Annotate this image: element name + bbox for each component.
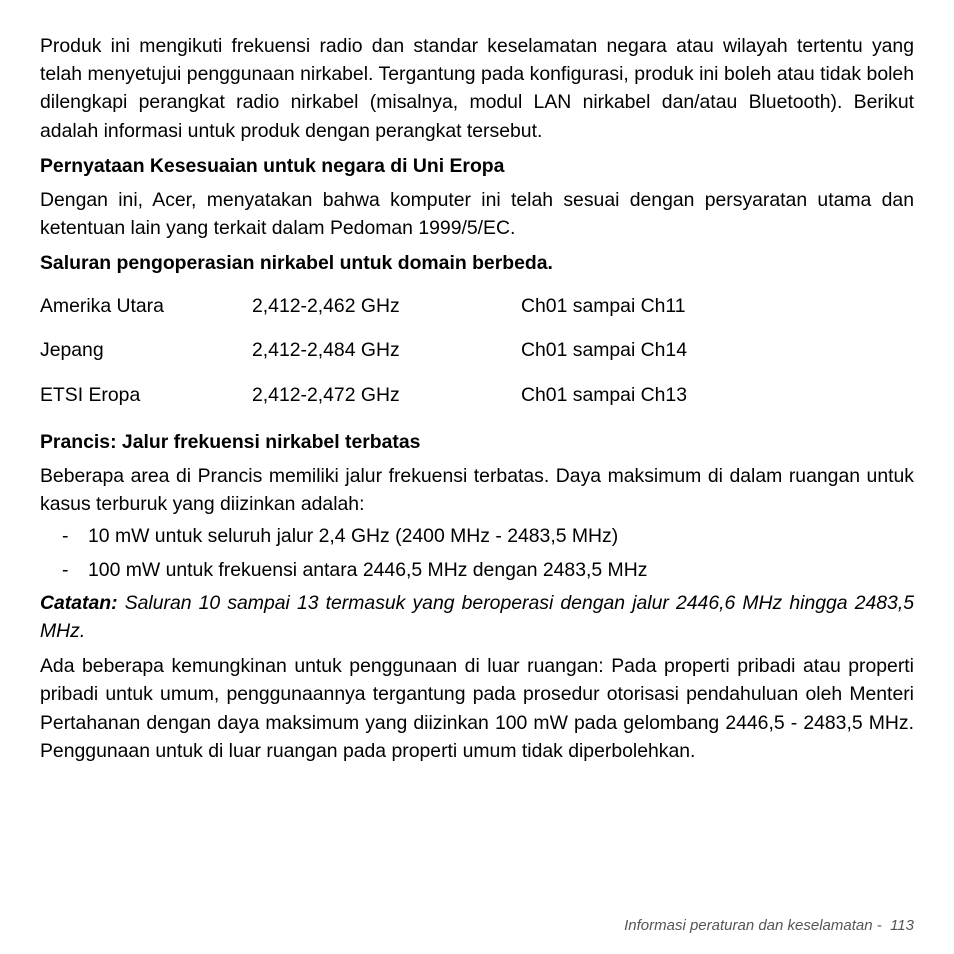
table-row <box>40 336 914 381</box>
region-cell: ETSI Eropa <box>40 384 141 406</box>
frequency-range-cell: 2,412-2,462 GHz <box>252 294 400 317</box>
dash-marker: - <box>62 558 69 581</box>
page-number: 113 <box>890 917 914 934</box>
note-text: Saluran 10 sampai 13 termasuk yang beroperasi dengan jalur 2446,6 MHz hingga 2483,5 MHz. <box>40 591 914 642</box>
note-label: Catatan: <box>40 591 118 614</box>
table-row <box>40 292 914 337</box>
outdoor-use-paragraph: Ada beberapa kemungkinan untuk penggunaan di luar ruangan: Pada properti pribadi atau properti pribadi untuk umum, penggunaannya tergantung pada prosedur otorisasi pendahuluan oleh Menteri Pertahanan dengan daya maksimum yang diizinkan 100 mW pada gelombang 2446,5 - 2483,5 MHz. Penggunaan untuk di luar ruangan pada properti umum tidak diperbolehkan. <box>40 655 914 762</box>
channels-cell: Ch01 sampai Ch13 <box>521 384 687 406</box>
channels-cell: Ch01 sampai Ch14 <box>521 339 687 362</box>
footer-section-title: Informasi peraturan dan keselamatan - <box>624 917 891 934</box>
list-item <box>40 556 914 584</box>
list-item-text: 100 mW untuk frekuensi antara 2446,5 MHz dengan 2483,5 MHz <box>88 558 648 581</box>
power-limits-list <box>40 522 914 583</box>
eu-conformity-heading: Pernyataan Kesesuaian untuk negara di Uni Eropa <box>40 154 505 177</box>
list-item-text: 10 mW untuk seluruh jalur 2,4 GHz (2400 MHz - 2483,5 MHz) <box>88 525 619 548</box>
france-heading: Prancis: Jalur frekuensi nirkabel terbatas <box>40 430 421 453</box>
table-row <box>40 381 914 426</box>
channels-cell: Ch01 sampai Ch11 <box>521 294 686 317</box>
dash-marker: - <box>62 525 69 548</box>
eu-conformity-paragraph: Dengan ini, Acer, menyatakan bahwa komputer ini telah sesuai dengan persyaratan utama dan ketentuan lain yang terkait dalam Pedoman 1999/5/EC. <box>40 189 914 240</box>
note-paragraph <box>40 589 914 645</box>
frequency-range-cell: 2,412-2,472 GHz <box>252 384 400 406</box>
region-cell: Jepang <box>40 339 104 362</box>
channel-table <box>40 292 914 426</box>
france-paragraph: Beberapa area di Prancis memiliki jalur frekuensi terbatas. Daya maksimum di dalam ruangan untuk kasus terburuk yang diizinkan adalah: <box>40 464 914 516</box>
intro-paragraph: Produk ini mengikuti frekuensi radio dan standar keselamatan negara atau wilayah tertentu yang telah menyetujui penggunaan nirkabel. Tergantung pada konfigurasi, produk ini boleh atau tidak boleh dilengkapi perangkat radio nirkabel (misalnya, modul LAN nirkabel dan/atau Bluetooth). Berikut adalah informasi untuk produk dengan perangkat tersebut. <box>40 35 914 142</box>
document-page <box>40 32 914 765</box>
channels-heading: Saluran pengoperasian nirkabel untuk domain berbeda. <box>40 252 553 275</box>
region-cell: Amerika Utara <box>40 294 164 317</box>
frequency-range-cell: 2,412-2,484 GHz <box>252 339 400 362</box>
page-footer <box>624 917 914 934</box>
list-item <box>40 522 914 550</box>
